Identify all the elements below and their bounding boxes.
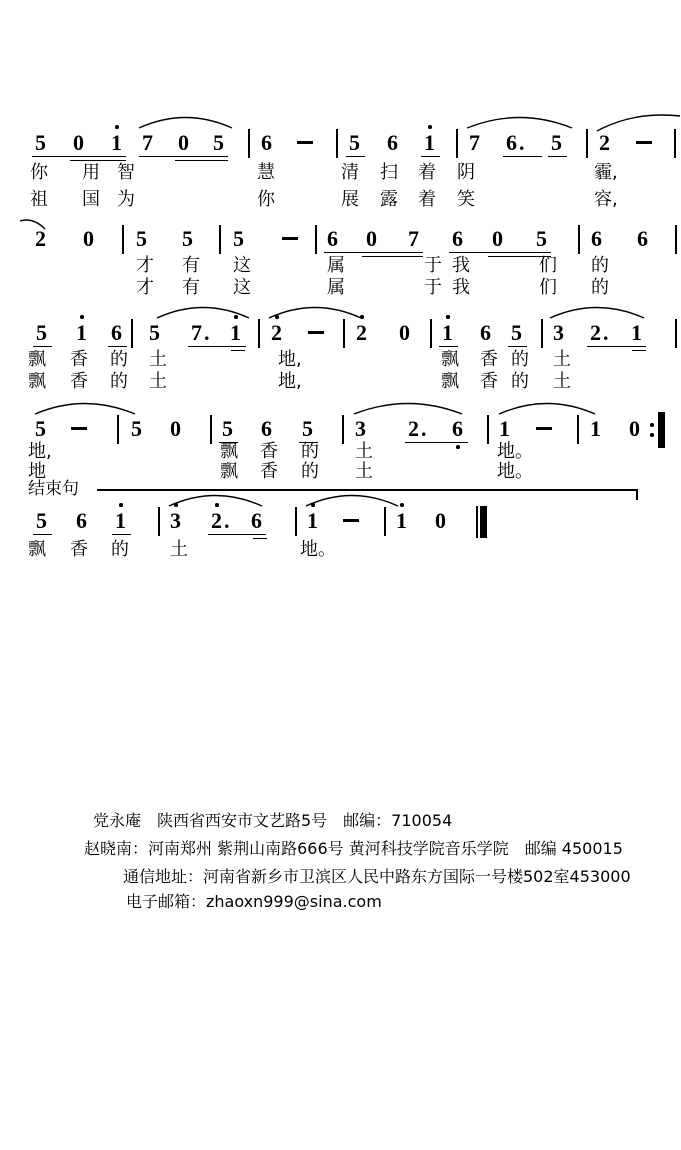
- note: 1: [111, 130, 124, 155]
- note: 7.: [191, 320, 212, 345]
- lyric-char: 国: [82, 189, 100, 210]
- beam-underline: [253, 538, 267, 540]
- barline: [122, 225, 124, 254]
- note: 5: [233, 226, 246, 251]
- lyric-char: 香: [70, 371, 88, 392]
- note: 2: [356, 320, 369, 345]
- note: 5: [36, 508, 49, 533]
- beam-underline: [449, 252, 551, 254]
- final-barline-thin: [476, 506, 478, 538]
- rest-note: 0: [399, 320, 412, 345]
- note: 6: [452, 226, 465, 251]
- lyric-char: 扫: [380, 162, 398, 183]
- note: 6: [637, 226, 650, 251]
- lyric-char: 你: [30, 162, 48, 183]
- note: 1: [631, 320, 644, 345]
- beam-underline: [508, 346, 527, 348]
- slur-arc: [156, 302, 250, 324]
- rest-note: 0: [366, 226, 379, 251]
- octave-dot-above: [115, 125, 119, 129]
- lyric-char: 容,: [594, 189, 618, 210]
- slur-arc: [498, 398, 596, 420]
- lyric-char: 地。: [497, 441, 533, 462]
- note: 2: [271, 320, 284, 345]
- credit-line: 赵晓南：河南郑州 紫荆山南路666号 黄河科技学院音乐学院 邮编 450015: [84, 839, 623, 858]
- lyric-char: 于: [424, 255, 442, 276]
- dash-note: [308, 331, 324, 334]
- note: 5: [182, 226, 195, 251]
- slur-arc: [466, 112, 573, 134]
- ending-phrase-label: 结束句: [28, 479, 79, 499]
- beam-underline: [112, 534, 131, 536]
- lyric-char: 香: [70, 539, 88, 560]
- note: 7: [469, 130, 482, 155]
- repeat-dot: [650, 433, 654, 437]
- lyric-char: 土: [149, 371, 167, 392]
- lyric-char: 土: [553, 349, 571, 370]
- lyric-char: 笑: [457, 189, 475, 210]
- lyric-char: 属: [327, 277, 345, 298]
- lyric-char: 的: [511, 349, 529, 370]
- lyric-char: 土: [149, 349, 167, 370]
- lyric-char: 们: [539, 255, 557, 276]
- lyric-char: 地,: [278, 349, 302, 370]
- note: 1: [307, 508, 320, 533]
- barline: [487, 415, 489, 444]
- note: 6: [387, 130, 400, 155]
- note: 5: [136, 226, 149, 251]
- barline: [430, 319, 432, 348]
- beam-underline: [33, 346, 52, 348]
- lyric-char: 土: [553, 371, 571, 392]
- lyric-char: 的: [111, 539, 129, 560]
- slur-arc: [596, 114, 681, 138]
- note: 1: [424, 130, 437, 155]
- lyric-char: 的: [301, 441, 319, 462]
- barline: [578, 225, 580, 254]
- lyric-char: 飘: [441, 349, 459, 370]
- note: 6.: [506, 130, 527, 155]
- lyric-char: 们: [539, 277, 557, 298]
- octave-dot-above: [119, 503, 123, 507]
- lyric-char: 着: [418, 189, 436, 210]
- beam-underline: [548, 156, 567, 158]
- dash-note: [536, 427, 552, 430]
- note: 1: [442, 320, 455, 345]
- barline: [336, 129, 338, 158]
- final-barline-thick: [480, 506, 487, 538]
- barline: [210, 415, 212, 444]
- beam-underline: [33, 534, 52, 536]
- lyric-char: 霾,: [594, 162, 618, 183]
- note: 6: [327, 226, 340, 251]
- note: 6: [480, 320, 493, 345]
- lyric-char: 飘: [28, 349, 46, 370]
- slur-arc: [168, 490, 263, 512]
- lyric-char: 地,: [28, 441, 52, 462]
- beam-underline: [439, 346, 458, 348]
- note: 3: [553, 320, 566, 345]
- rest-note: 0: [178, 130, 191, 155]
- barline: [258, 319, 260, 348]
- slur-arc: [305, 490, 399, 512]
- lyric-char: 香: [70, 349, 88, 370]
- note: 1: [76, 320, 89, 345]
- note: 6: [591, 226, 604, 251]
- beam-underline: [188, 346, 246, 348]
- note: 1: [115, 508, 128, 533]
- lyric-char: 土: [355, 461, 373, 482]
- dash-note: [297, 141, 313, 144]
- lyric-char: 为: [117, 189, 135, 210]
- lyric-char: 土: [170, 539, 188, 560]
- credit-line: 党永庵 陕西省西安市文艺路5号 邮编：710054: [93, 811, 453, 830]
- beam-underline: [324, 252, 423, 254]
- lyric-char: 飘: [441, 371, 459, 392]
- barline: [131, 319, 133, 348]
- slur-arc: [268, 302, 362, 324]
- ending-phrase-bracket-stub: [636, 489, 638, 500]
- note: 2: [599, 130, 612, 155]
- octave-dot-above: [400, 503, 404, 507]
- note: 2.: [211, 508, 232, 533]
- credit-line: 通信地址：河南省新乡市卫滨区人民中路东方国际一号楼502室453000: [123, 867, 631, 886]
- beam-underline: [405, 442, 468, 444]
- octave-dot-above: [428, 125, 432, 129]
- barline: [675, 225, 677, 254]
- beam-underline: [208, 534, 266, 536]
- note: 3: [170, 508, 183, 533]
- lyric-char: 慧: [257, 162, 275, 183]
- note: 7: [142, 130, 155, 155]
- barline: [315, 225, 317, 254]
- dash-note: [282, 237, 298, 240]
- note: 5: [36, 320, 49, 345]
- lyric-char: 于: [424, 277, 442, 298]
- dash-note: [343, 519, 359, 522]
- note: 2.: [408, 416, 429, 441]
- lyric-char: 飘: [220, 441, 238, 462]
- note: 1: [396, 508, 409, 533]
- rest-note: 0: [629, 416, 642, 441]
- lyric-char: 智: [117, 162, 135, 183]
- repeat-dot: [650, 423, 654, 427]
- lyric-char: 香: [260, 441, 278, 462]
- note: 6: [251, 508, 264, 533]
- beam-underline: [503, 156, 542, 158]
- note: 3: [355, 416, 368, 441]
- lyric-char: 地,: [278, 371, 302, 392]
- lyric-char: 的: [110, 371, 128, 392]
- beam-underline: [632, 350, 646, 352]
- lyric-char: 我: [452, 277, 470, 298]
- lyric-char: 的: [511, 371, 529, 392]
- lyric-char: 祖: [30, 189, 48, 210]
- slur-arc: [34, 398, 136, 420]
- barline: [541, 319, 543, 348]
- note: 1: [499, 416, 512, 441]
- note: 5: [551, 130, 564, 155]
- lyric-char: 地: [28, 461, 46, 482]
- barline: [219, 225, 221, 254]
- note: 5: [131, 416, 144, 441]
- barline: [456, 129, 458, 158]
- lyric-char: 地。: [497, 461, 533, 482]
- lyric-char: 有: [182, 277, 200, 298]
- lyric-char: 的: [110, 349, 128, 370]
- beam-underline: [108, 346, 127, 348]
- slur-arc: [549, 302, 645, 324]
- note: 5: [302, 416, 315, 441]
- slur-arc: [353, 398, 463, 420]
- repeat-end-barline: [658, 412, 665, 448]
- lyric-char: 飘: [28, 371, 46, 392]
- lyric-char: 香: [480, 349, 498, 370]
- rest-note: 0: [435, 508, 448, 533]
- octave-dot-above: [446, 315, 450, 319]
- barline: [158, 507, 160, 536]
- note: 6: [452, 416, 465, 441]
- lyric-char: 飘: [28, 539, 46, 560]
- lyric-char: 土: [355, 441, 373, 462]
- lyric-char: 的: [591, 277, 609, 298]
- rest-note: 0: [83, 226, 96, 251]
- beam-underline: [421, 156, 440, 158]
- lyric-char: 这: [233, 255, 251, 276]
- beam-underline: [362, 256, 423, 258]
- beam-underline: [587, 346, 646, 348]
- lyric-char: 属: [327, 255, 345, 276]
- dash-note: [636, 141, 652, 144]
- note: 1: [230, 320, 243, 345]
- note: 6: [261, 130, 274, 155]
- slur-arc: [20, 217, 46, 236]
- barline: [248, 129, 250, 158]
- lyric-char: 的: [301, 461, 319, 482]
- note: 5: [511, 320, 524, 345]
- lyric-char: 飘: [220, 461, 238, 482]
- barline: [295, 507, 297, 536]
- lyric-char: 阴: [457, 162, 475, 183]
- note: 6: [76, 508, 89, 533]
- lyric-char: 用: [82, 162, 100, 183]
- note: 5: [536, 226, 549, 251]
- lyric-char: 的: [591, 255, 609, 276]
- octave-dot-above: [80, 315, 84, 319]
- credit-line: 电子邮箱：zhaoxn999@sina.com: [126, 892, 382, 911]
- beam-underline: [231, 350, 245, 352]
- note: 5: [35, 130, 48, 155]
- lyric-char: 才: [136, 255, 154, 276]
- lyric-char: 清: [341, 162, 359, 183]
- note: 5: [349, 130, 362, 155]
- lyric-char: 香: [480, 371, 498, 392]
- note: 6: [261, 416, 274, 441]
- note: 1: [590, 416, 603, 441]
- lyric-char: 你: [257, 189, 275, 210]
- note: 2: [35, 226, 48, 251]
- lyric-char: 着: [418, 162, 436, 183]
- lyric-char: 露: [380, 189, 398, 210]
- beam-underline: [70, 160, 126, 162]
- lyric-char: 有: [182, 255, 200, 276]
- note: 6: [111, 320, 124, 345]
- lyric-char: 这: [233, 277, 251, 298]
- ending-phrase-bracket: [97, 489, 637, 491]
- barline: [675, 319, 677, 348]
- lyric-char: 展: [341, 189, 359, 210]
- barline: [586, 129, 588, 158]
- beam-underline: [346, 156, 365, 158]
- octave-dot-below: [456, 445, 460, 449]
- lyric-char: 地。: [300, 539, 336, 560]
- note: 5: [222, 416, 235, 441]
- rest-note: 0: [170, 416, 183, 441]
- rest-note: 0: [73, 130, 86, 155]
- note: 5: [213, 130, 226, 155]
- slur-arc: [138, 112, 233, 134]
- note: 5: [149, 320, 162, 345]
- beam-underline: [175, 160, 228, 162]
- lyric-char: 才: [136, 277, 154, 298]
- rest-note: 0: [492, 226, 505, 251]
- lyric-char: 我: [452, 255, 470, 276]
- note: 2.: [590, 320, 611, 345]
- beam-underline: [32, 156, 126, 158]
- dash-note: [71, 427, 87, 430]
- note: 7: [408, 226, 421, 251]
- note: 5: [35, 416, 48, 441]
- lyric-char: 香: [260, 461, 278, 482]
- barline: [342, 415, 344, 444]
- beam-underline: [139, 156, 228, 158]
